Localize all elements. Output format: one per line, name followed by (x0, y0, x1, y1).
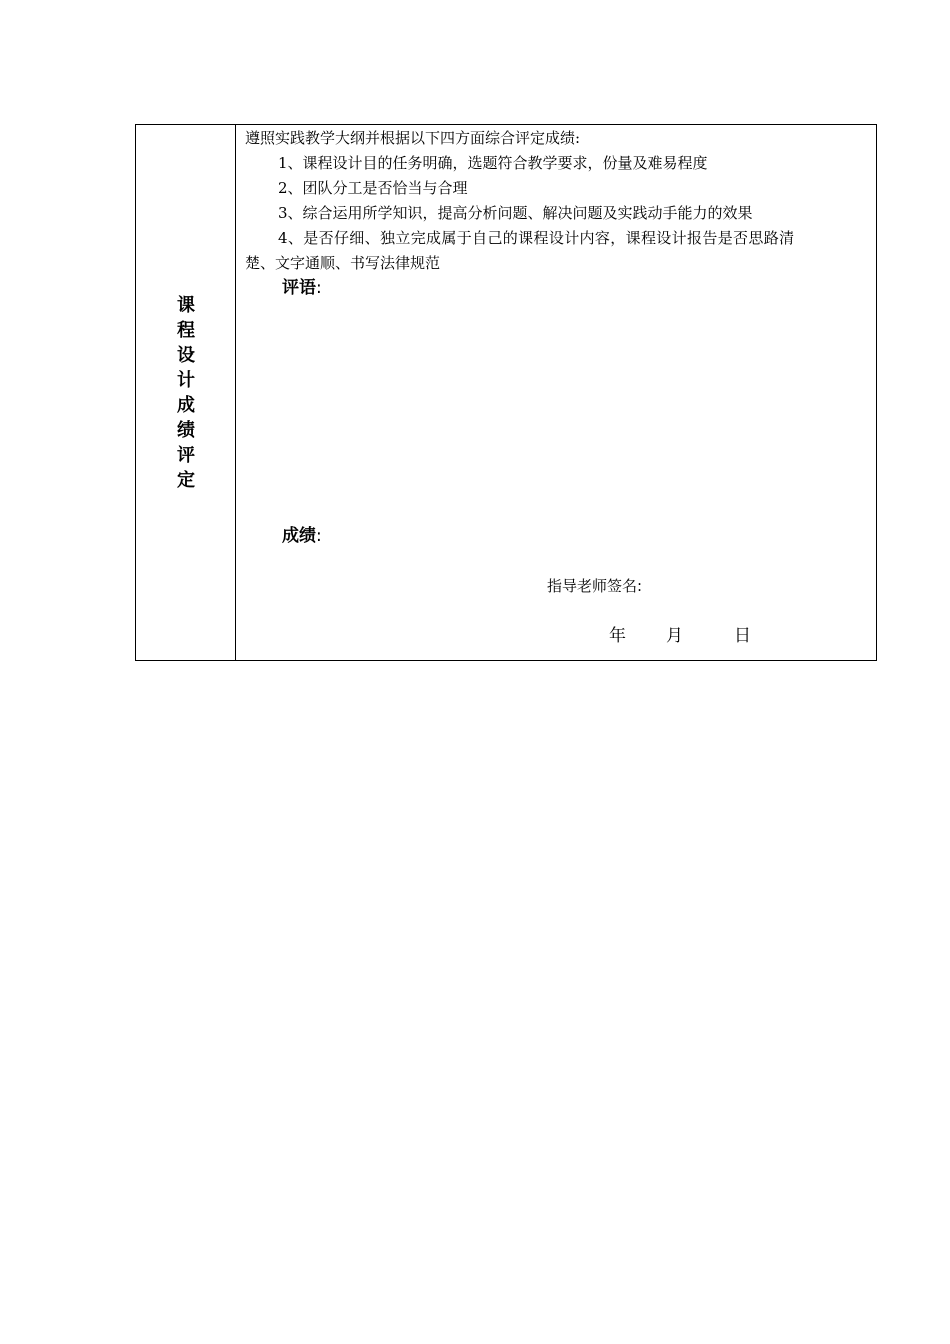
instructor-signature-label: 指导老师签名: (547, 577, 643, 595)
score-label-colon: : (316, 526, 322, 546)
section-title-char: 程 (177, 320, 195, 341)
section-title-char: 定 (177, 470, 195, 491)
section-title-cell (136, 125, 236, 660)
criterion-2: 2、团队分工是否恰当与合理 (278, 179, 468, 197)
section-title-char: 成 (177, 395, 195, 416)
comment-label-colon: : (316, 278, 322, 298)
section-title-char: 评 (177, 445, 195, 466)
date-day-label: 日 (734, 626, 751, 646)
score-label (282, 525, 322, 547)
evaluation-content-cell (236, 125, 876, 660)
criterion-3: 3、综合运用所学知识，提高分析问题、解决问题及实践动手能力的效果 (278, 204, 753, 222)
date-month-label: 月 (666, 626, 683, 646)
section-title-char: 设 (177, 345, 195, 366)
criterion-4-continued: 楚、文字通顺、书写法律规范 (245, 254, 441, 272)
score-label-text: 成绩 (282, 526, 316, 546)
section-title-char: 课 (177, 295, 195, 316)
section-title-char: 绩 (177, 420, 195, 441)
section-title-char: 计 (177, 370, 195, 391)
criterion-4: 4、是否仔细、独立完成属于自己的课程设计内容，课程设计报告是否思路清 (278, 229, 795, 247)
grade-evaluation-table (135, 124, 877, 661)
comment-label-text: 评语 (282, 278, 316, 298)
section-title (136, 293, 236, 493)
criterion-1: 1、课程设计目的任务明确，选题符合教学要求，份量及难易程度 (278, 154, 708, 172)
date-year-label: 年 (609, 626, 626, 646)
evaluation-intro: 遵照实践教学大纲并根据以下四方面综合评定成绩: (245, 129, 581, 147)
comment-label (282, 277, 322, 299)
